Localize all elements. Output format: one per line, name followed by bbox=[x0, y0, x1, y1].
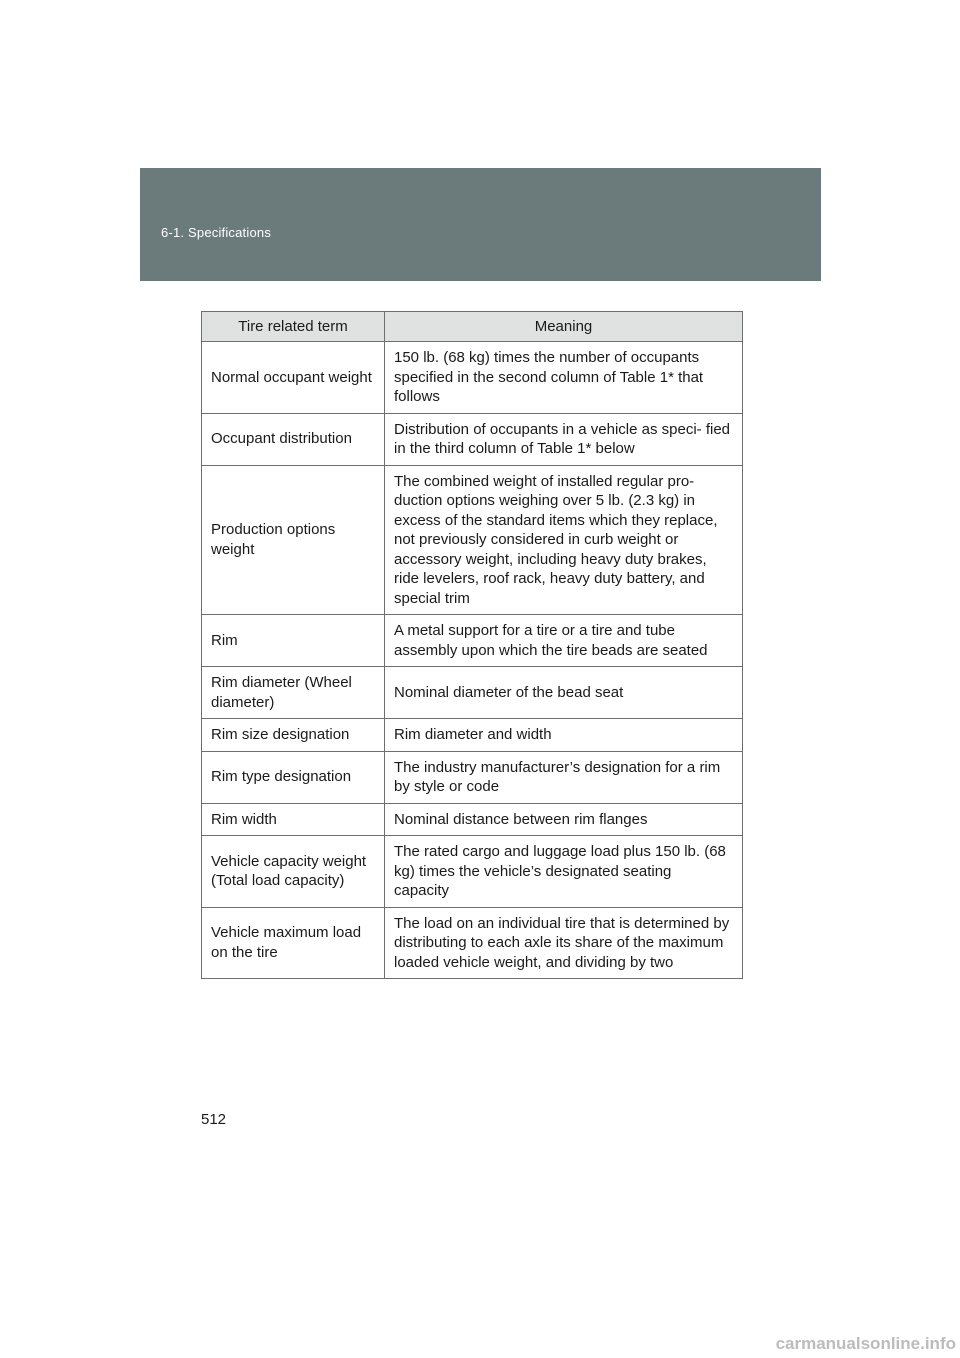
meaning-cell: Nominal diameter of the bead seat bbox=[385, 667, 743, 719]
meaning-cell: Distribution of occupants in a vehicle as speci- fied in the third column of Table 1* below bbox=[385, 413, 743, 465]
table-row bbox=[202, 836, 743, 908]
term-cell: Rim type designation bbox=[202, 751, 385, 803]
term-cell: Production options weight bbox=[202, 465, 385, 615]
meaning-cell: A metal support for a tire or a tire and tube assembly upon which the tire beads are seated bbox=[385, 615, 743, 667]
term-cell: Rim size designation bbox=[202, 719, 385, 752]
meaning-cell: Nominal distance between rim flanges bbox=[385, 803, 743, 836]
meaning-cell: The rated cargo and luggage load plus 150 lb. (68 kg) times the vehicle’s designated seating capacity bbox=[385, 836, 743, 908]
section-label: 6-1. Specifications bbox=[161, 225, 272, 240]
column-header-term: Tire related term bbox=[202, 312, 385, 342]
term-cell: Normal occupant weight bbox=[202, 342, 385, 414]
table-row bbox=[202, 751, 743, 803]
tire-terms-table bbox=[201, 311, 743, 979]
term-cell: Rim bbox=[202, 615, 385, 667]
column-header-meaning: Meaning bbox=[385, 312, 743, 342]
meaning-cell: Rim diameter and width bbox=[385, 719, 743, 752]
meaning-cell: The combined weight of installed regular pro- duction options weighing over 5 lb. (2.3 kg) in excess of the standard items which they replace, not previously considered in curb weight or accessory weight, including heavy duty brakes, ride levelers, roof rack, heavy duty battery, and special trim bbox=[385, 465, 743, 615]
term-cell: Rim diameter (Wheel diameter) bbox=[202, 667, 385, 719]
page-number: 512 bbox=[201, 1111, 227, 1128]
meaning-cell: 150 lb. (68 kg) times the number of occupants specified in the second column of Table 1* that follows bbox=[385, 342, 743, 414]
term-cell: Vehicle capacity weight (Total load capacity) bbox=[202, 836, 385, 908]
meaning-cell: The industry manufacturer’s designation for a rim by style or code bbox=[385, 751, 743, 803]
table-row bbox=[202, 907, 743, 979]
term-cell: Rim width bbox=[202, 803, 385, 836]
term-cell: Vehicle maximum load on the tire bbox=[202, 907, 385, 979]
table-row bbox=[202, 413, 743, 465]
table-row bbox=[202, 465, 743, 615]
watermark: carmanualsonline.info bbox=[775, 1334, 956, 1353]
table-header-row bbox=[202, 312, 743, 342]
meaning-cell: The load on an individual tire that is determined by distributing to each axle its share of the maximum loaded vehicle weight, and dividing by two bbox=[385, 907, 743, 979]
section-header-band bbox=[140, 168, 821, 281]
table-row bbox=[202, 342, 743, 414]
table-row bbox=[202, 719, 743, 752]
table-row bbox=[202, 803, 743, 836]
table-row bbox=[202, 615, 743, 667]
term-cell: Occupant distribution bbox=[202, 413, 385, 465]
table-row bbox=[202, 667, 743, 719]
